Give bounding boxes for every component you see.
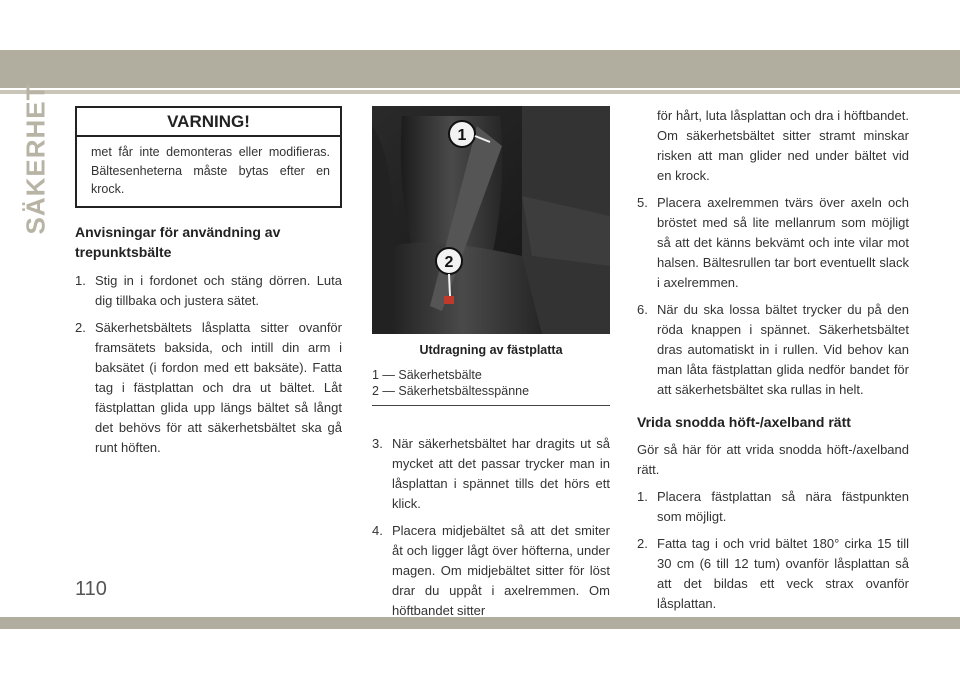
section-tab-label: SÄKERHET — [20, 83, 51, 235]
legend-divider — [372, 405, 610, 406]
callout-2: 2 — [444, 254, 454, 271]
step-text: Stig in i fordonet och stäng dörren. Luta dig tillbaka och justera sätet. — [95, 272, 342, 308]
legend-item: 2 — Säkerhetsbältesspänne — [372, 384, 530, 398]
step-number: 2. — [75, 319, 86, 335]
step-number: 3. — [372, 436, 383, 451]
instructions-list-cont — [372, 434, 610, 621]
column-left — [75, 106, 342, 458]
top-band — [0, 50, 960, 88]
twisted-intro: Gör så här för att vrida snodda höft-/axelband rätt. — [637, 442, 909, 477]
twisted-list — [637, 487, 909, 614]
step-number: 6. — [637, 302, 648, 317]
step-continuation: för hårt, luta låsplattan och dra i höftbandet. Om säkerhetsbältet sitter stramt minskar risken att man glider ned under bältet vid en krock. — [657, 108, 909, 183]
seatbelt-photo — [372, 106, 610, 334]
instructions-list — [75, 271, 342, 458]
step-number: 5. — [637, 195, 648, 210]
step-number: 1. — [637, 489, 648, 504]
warning-box — [75, 106, 342, 208]
warning-title: VARNING! — [77, 108, 340, 137]
seat-image — [372, 106, 610, 334]
list-item — [637, 193, 909, 293]
step-text: När säkerhetsbältet har dragits ut så mycket att det passar trycker man in låsplattan i spännet tills det hörs ett klick. — [392, 436, 610, 511]
column-right — [637, 106, 909, 614]
warning-body: met får inte demonteras eller modifieras. Bältesenheterna måste bytas efter en krock. — [91, 145, 330, 196]
list-item — [75, 271, 342, 311]
page-number: 110 — [75, 578, 107, 600]
step-number: 2. — [637, 536, 648, 551]
step-number: 1. — [75, 272, 86, 288]
twisted-heading: Vrida snodda höft-/axelband rätt — [637, 414, 851, 430]
figure-legend — [372, 367, 610, 399]
list-item — [637, 487, 909, 527]
top-band-line — [0, 90, 960, 94]
step-number: 4. — [372, 523, 383, 538]
instructions-heading: Anvisningar för användning av trepunktsbälte — [75, 223, 281, 260]
step-text: Fatta tag i och vrid bältet 180° cirka 15 till 30 cm (6 till 12 tum) ovanför låsplattan så att det bildas ett veck strax ovanför låsplattan. — [657, 536, 909, 611]
list-item — [75, 318, 342, 458]
step-text: Säkerhetsbältets låsplatta sitter ovanför framsätets baksida, och intill din arm i baksätet (i fordon med ett baksäte). Fatta tag i fästplattan och dra ut bältet. Låt fästplattan glida upp längs bältet så långt det behövs för att säkerhetsbältet ska gå runt höften. — [95, 319, 342, 455]
figure-caption: Utdragning av fästplatta — [419, 343, 563, 357]
column-middle — [372, 106, 610, 621]
instructions-list-end — [637, 193, 909, 400]
list-item — [637, 534, 909, 614]
list-item — [372, 434, 610, 514]
step-text: Placera axelremmen tvärs över axeln och bröstet med så lite mellanrum som möjligt så att det känns bekvämt och inte vilar mot halsen. Bältesrullen tar bort eventuellt slack i axelremmen. — [657, 195, 909, 290]
section-tab — [14, 83, 58, 235]
list-item — [372, 521, 610, 621]
list-item — [637, 300, 909, 400]
legend-item: 1 — Säkerhetsbälte — [372, 368, 482, 382]
step-text: Placera midjebältet så att det smiter åt och ligger lågt över höfterna, under magen. Om midjebältet sitter för löst drar du uppåt i axelremmen. Om höftbandet sitter — [392, 523, 610, 618]
step-text: När du ska lossa bältet trycker du på den röda knappen i spännet. Säkerhetsbältet dras automatiskt in i rullen. Vid behov kan man låta fästplattan glida nedför bandet för att säkerhetsbältet ska rullas in helt. — [657, 302, 909, 397]
step-text: Placera fästplattan så nära fästpunkten som möjligt. — [657, 489, 909, 524]
callout-1: 1 — [457, 127, 467, 144]
